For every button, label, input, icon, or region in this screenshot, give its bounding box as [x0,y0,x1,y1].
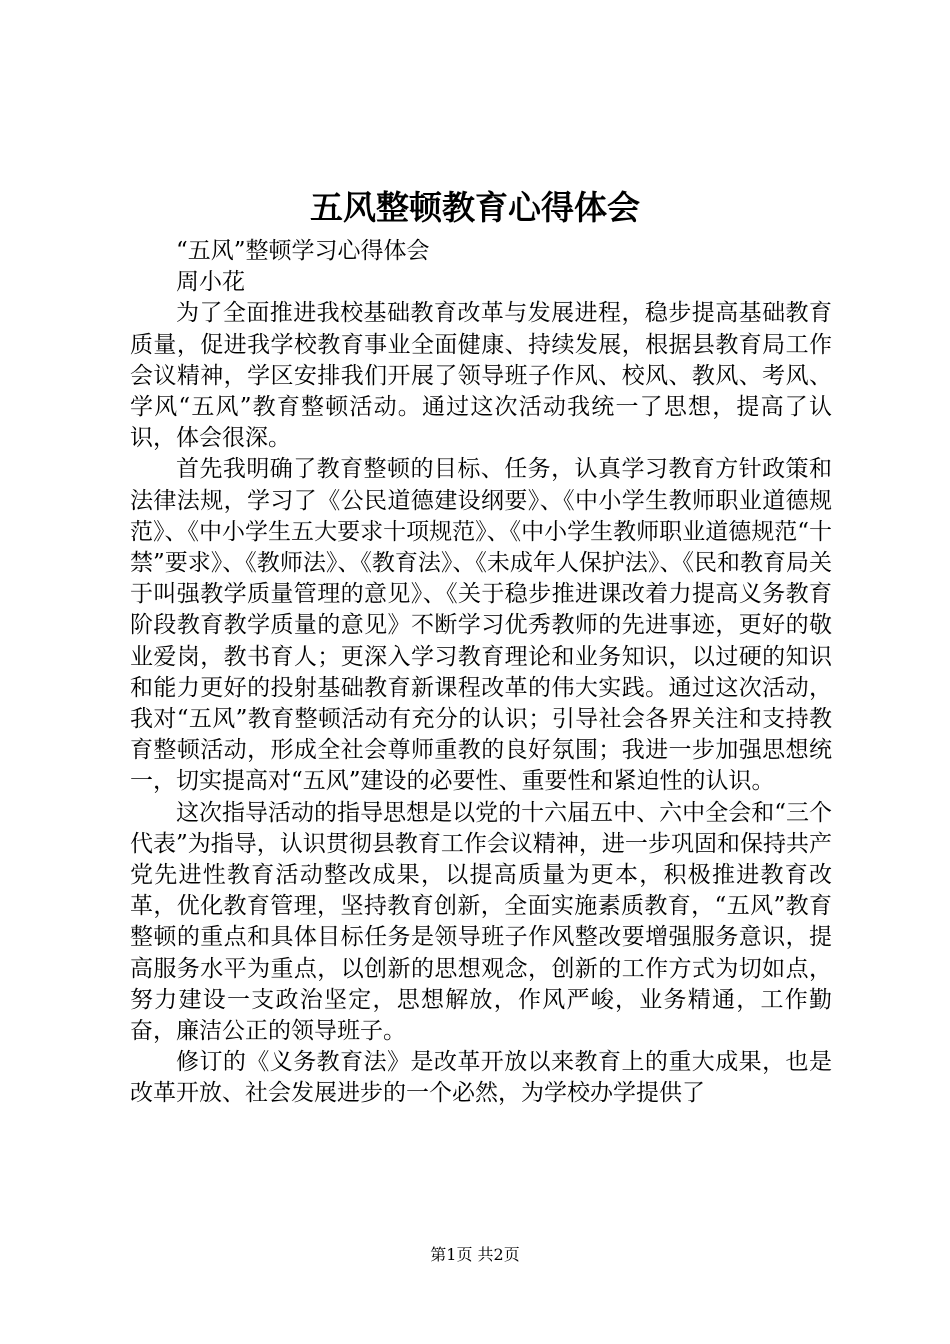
document-body [130,236,832,1110]
paragraph-2: 首先我明确了教育整顿的目标、任务，认真学习教育方针政策和法律法规，学习了《公民道德建设纲要》、《中小学生教师职业道德规范》、《中小学生五大要求十项规范》、《中小学生教师职业道德规范“十禁”要求》、《教师法》、《教育法》、《未成年人保护法》、《民和教育局关于叫强教学质量管理的意见》、《关于稳步推进课改着力提高义务教育阶段教育教学质量的意见》不断学习优秀教师的先进事迹，更好的敬业爱岗，教书育人；更深入学习教育理论和业务知识，以过硬的知识和能力更好的投射基础教育新课程改革的伟大实践。通过这次活动，我对“五风”教育整顿活动有充分的认识；引导社会各界关注和支持教育整顿活动，形成全社会尊师重教的良好氛围；我进一步加强思想统一，切实提高对“五风”建设的必要性、重要性和紧迫性的认识。 [130,456,832,795]
document-subtitle: “五风”整顿学习心得体会 [176,238,430,264]
paragraph-4: 修订的《义务教育法》是改革开放以来教育上的重大成果，也是改革开放、社会发展进步的一个必然，为学校办学提供了 [130,1049,832,1107]
paragraph-1: 为了全面推进我校基础教育改革与发展进程，稳步提高基础教育质量，促进我学校教育事业全面健康、持续发展，根据县教育局工作会议精神，学区安排我们开展了领导班子作风、校风、教风、考风、学风“五风”教育整顿活动。通过这次活动我统一了思想，提高了认识，体会很深。 [130,300,832,452]
paragraph-3: 这次指导活动的指导思想是以党的十六届五中、六中全会和“三个代表”为指导，认识贯彻县教育工作会议精神，进一步巩固和保持共产党先进性教育活动整改成果，以提高质量为更本，积极推进教育改革，优化教育管理，坚持教育创新，全面实施素质教育，“五风”教育整顿的重点和具体目标任务是领导班子作风整改要增强服务意识，提高服务水平为重点，以创新的思想观念，创新的工作方式为切如点，努力建设一支政治坚定，思想解放，作风严峻，业务精通，工作勤奋，廉洁公正的领导班子。 [130,799,832,1045]
document-author: 周小花 [176,269,245,296]
document-title: 五风整顿教育心得体会 [310,188,640,227]
page-footer: 第1页 共2页 [430,1245,520,1264]
